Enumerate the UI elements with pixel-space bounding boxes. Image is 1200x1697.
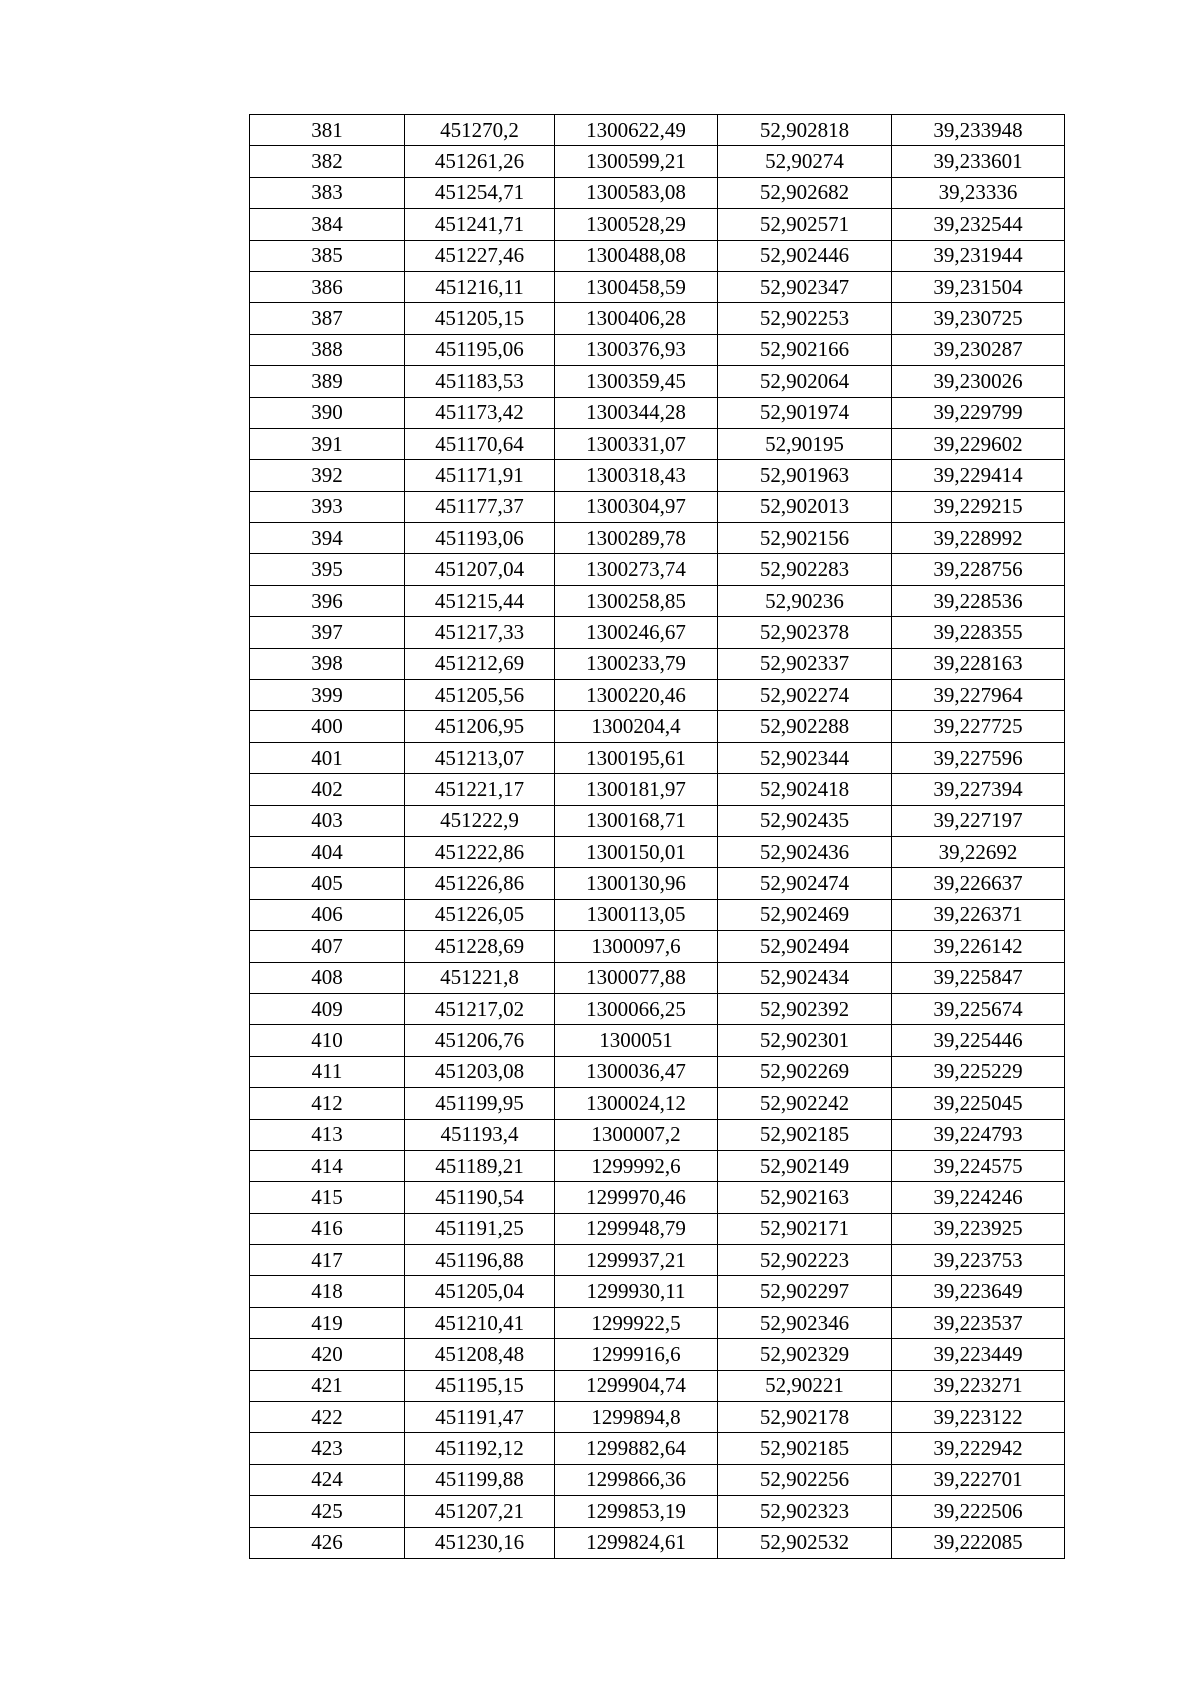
point-number-cell: 382 (250, 146, 405, 177)
x-coordinate-cell: 451208,48 (405, 1339, 555, 1370)
x-coordinate-cell: 451193,4 (405, 1119, 555, 1150)
table-row (250, 931, 1065, 962)
table-row (250, 868, 1065, 899)
table-row (250, 428, 1065, 459)
latitude-cell: 52,902571 (718, 209, 892, 240)
y-coordinate-cell: 1300066,25 (555, 993, 718, 1024)
table-row (250, 366, 1065, 397)
point-number-cell: 413 (250, 1119, 405, 1150)
longitude-cell: 39,228992 (892, 523, 1065, 554)
table-row (250, 523, 1065, 554)
table-row (250, 115, 1065, 146)
y-coordinate-cell: 1299882,64 (555, 1433, 718, 1464)
longitude-cell: 39,223271 (892, 1370, 1065, 1401)
y-coordinate-cell: 1300097,6 (555, 931, 718, 962)
point-number-cell: 421 (250, 1370, 405, 1401)
table-row (250, 1496, 1065, 1527)
table-row (250, 648, 1065, 679)
latitude-cell: 52,902166 (718, 334, 892, 365)
y-coordinate-cell: 1300051 (555, 1025, 718, 1056)
point-number-cell: 402 (250, 774, 405, 805)
latitude-cell: 52,902436 (718, 836, 892, 867)
longitude-cell: 39,229602 (892, 428, 1065, 459)
longitude-cell: 39,223537 (892, 1307, 1065, 1338)
table-row (250, 1150, 1065, 1181)
y-coordinate-cell: 1300273,74 (555, 554, 718, 585)
coordinates-table (249, 114, 1065, 1559)
y-coordinate-cell: 1300622,49 (555, 115, 718, 146)
longitude-cell: 39,226142 (892, 931, 1065, 962)
table-row (250, 334, 1065, 365)
x-coordinate-cell: 451215,44 (405, 585, 555, 616)
table-row (250, 1370, 1065, 1401)
y-coordinate-cell: 1300528,29 (555, 209, 718, 240)
table-row (250, 617, 1065, 648)
point-number-cell: 406 (250, 899, 405, 930)
y-coordinate-cell: 1299853,19 (555, 1496, 718, 1527)
y-coordinate-cell: 1299937,21 (555, 1245, 718, 1276)
point-number-cell: 384 (250, 209, 405, 240)
x-coordinate-cell: 451191,25 (405, 1213, 555, 1244)
latitude-cell: 52,902347 (718, 271, 892, 302)
latitude-cell: 52,902297 (718, 1276, 892, 1307)
x-coordinate-cell: 451199,88 (405, 1464, 555, 1495)
latitude-cell: 52,901974 (718, 397, 892, 428)
x-coordinate-cell: 451270,2 (405, 115, 555, 146)
x-coordinate-cell: 451171,91 (405, 460, 555, 491)
x-coordinate-cell: 451222,86 (405, 836, 555, 867)
x-coordinate-cell: 451206,95 (405, 711, 555, 742)
point-number-cell: 417 (250, 1245, 405, 1276)
longitude-cell: 39,226637 (892, 868, 1065, 899)
y-coordinate-cell: 1299992,6 (555, 1150, 718, 1181)
table-row (250, 1433, 1065, 1464)
latitude-cell: 52,902283 (718, 554, 892, 585)
longitude-cell: 39,222085 (892, 1527, 1065, 1558)
point-number-cell: 389 (250, 366, 405, 397)
y-coordinate-cell: 1300488,08 (555, 240, 718, 271)
table-row (250, 1464, 1065, 1495)
x-coordinate-cell: 451196,88 (405, 1245, 555, 1276)
longitude-cell: 39,222701 (892, 1464, 1065, 1495)
latitude-cell: 52,902253 (718, 303, 892, 334)
latitude-cell: 52,902171 (718, 1213, 892, 1244)
table-row (250, 680, 1065, 711)
latitude-cell: 52,90221 (718, 1370, 892, 1401)
table-row (250, 271, 1065, 302)
point-number-cell: 394 (250, 523, 405, 554)
point-number-cell: 392 (250, 460, 405, 491)
latitude-cell: 52,901963 (718, 460, 892, 491)
y-coordinate-cell: 1300583,08 (555, 177, 718, 208)
x-coordinate-cell: 451183,53 (405, 366, 555, 397)
point-number-cell: 423 (250, 1433, 405, 1464)
y-coordinate-cell: 1300304,97 (555, 491, 718, 522)
y-coordinate-cell: 1300331,07 (555, 428, 718, 459)
latitude-cell: 52,902494 (718, 931, 892, 962)
table-row (250, 1276, 1065, 1307)
latitude-cell: 52,902013 (718, 491, 892, 522)
table-row (250, 303, 1065, 334)
x-coordinate-cell: 451195,15 (405, 1370, 555, 1401)
latitude-cell: 52,902446 (718, 240, 892, 271)
point-number-cell: 397 (250, 617, 405, 648)
x-coordinate-cell: 451228,69 (405, 931, 555, 962)
y-coordinate-cell: 1299866,36 (555, 1464, 718, 1495)
point-number-cell: 383 (250, 177, 405, 208)
y-coordinate-cell: 1299894,8 (555, 1402, 718, 1433)
y-coordinate-cell: 1300289,78 (555, 523, 718, 554)
y-coordinate-cell: 1299916,6 (555, 1339, 718, 1370)
latitude-cell: 52,902329 (718, 1339, 892, 1370)
y-coordinate-cell: 1300130,96 (555, 868, 718, 899)
longitude-cell: 39,223925 (892, 1213, 1065, 1244)
table-row (250, 899, 1065, 930)
point-number-cell: 415 (250, 1182, 405, 1213)
y-coordinate-cell: 1299930,11 (555, 1276, 718, 1307)
longitude-cell: 39,223649 (892, 1276, 1065, 1307)
table-row (250, 491, 1065, 522)
point-number-cell: 404 (250, 836, 405, 867)
point-number-cell: 396 (250, 585, 405, 616)
x-coordinate-cell: 451195,06 (405, 334, 555, 365)
point-number-cell: 391 (250, 428, 405, 459)
y-coordinate-cell: 1300150,01 (555, 836, 718, 867)
table-row (250, 1527, 1065, 1558)
longitude-cell: 39,233601 (892, 146, 1065, 177)
point-number-cell: 393 (250, 491, 405, 522)
y-coordinate-cell: 1300024,12 (555, 1088, 718, 1119)
latitude-cell: 52,902163 (718, 1182, 892, 1213)
x-coordinate-cell: 451206,76 (405, 1025, 555, 1056)
point-number-cell: 405 (250, 868, 405, 899)
latitude-cell: 52,902185 (718, 1119, 892, 1150)
y-coordinate-cell: 1300246,67 (555, 617, 718, 648)
y-coordinate-cell: 1300359,45 (555, 366, 718, 397)
point-number-cell: 416 (250, 1213, 405, 1244)
latitude-cell: 52,902185 (718, 1433, 892, 1464)
latitude-cell: 52,90195 (718, 428, 892, 459)
table-row (250, 1339, 1065, 1370)
longitude-cell: 39,228536 (892, 585, 1065, 616)
point-number-cell: 419 (250, 1307, 405, 1338)
longitude-cell: 39,225446 (892, 1025, 1065, 1056)
x-coordinate-cell: 451207,21 (405, 1496, 555, 1527)
table-row (250, 1213, 1065, 1244)
table-row (250, 1088, 1065, 1119)
point-number-cell: 418 (250, 1276, 405, 1307)
latitude-cell: 52,902344 (718, 742, 892, 773)
x-coordinate-cell: 451210,41 (405, 1307, 555, 1338)
y-coordinate-cell: 1300458,59 (555, 271, 718, 302)
table-row (250, 1307, 1065, 1338)
longitude-cell: 39,225674 (892, 993, 1065, 1024)
table-row (250, 177, 1065, 208)
table-row (250, 993, 1065, 1024)
table-row (250, 962, 1065, 993)
table-row (250, 1245, 1065, 1276)
table-row (250, 805, 1065, 836)
x-coordinate-cell: 451241,71 (405, 209, 555, 240)
longitude-cell: 39,230287 (892, 334, 1065, 365)
table-row (250, 742, 1065, 773)
x-coordinate-cell: 451191,47 (405, 1402, 555, 1433)
latitude-cell: 52,902435 (718, 805, 892, 836)
y-coordinate-cell: 1300204,4 (555, 711, 718, 742)
y-coordinate-cell: 1300077,88 (555, 962, 718, 993)
point-number-cell: 385 (250, 240, 405, 271)
x-coordinate-cell: 451221,17 (405, 774, 555, 805)
table-row (250, 1402, 1065, 1433)
point-number-cell: 414 (250, 1150, 405, 1181)
longitude-cell: 39,228355 (892, 617, 1065, 648)
x-coordinate-cell: 451207,04 (405, 554, 555, 585)
y-coordinate-cell: 1300599,21 (555, 146, 718, 177)
x-coordinate-cell: 451190,54 (405, 1182, 555, 1213)
point-number-cell: 398 (250, 648, 405, 679)
latitude-cell: 52,902242 (718, 1088, 892, 1119)
point-number-cell: 426 (250, 1527, 405, 1558)
longitude-cell: 39,226371 (892, 899, 1065, 930)
y-coordinate-cell: 1299922,5 (555, 1307, 718, 1338)
point-number-cell: 388 (250, 334, 405, 365)
x-coordinate-cell: 451217,02 (405, 993, 555, 1024)
point-number-cell: 407 (250, 931, 405, 962)
point-number-cell: 400 (250, 711, 405, 742)
point-number-cell: 403 (250, 805, 405, 836)
y-coordinate-cell: 1300036,47 (555, 1056, 718, 1087)
longitude-cell: 39,228163 (892, 648, 1065, 679)
y-coordinate-cell: 1300220,46 (555, 680, 718, 711)
x-coordinate-cell: 451205,15 (405, 303, 555, 334)
table-row (250, 1056, 1065, 1087)
y-coordinate-cell: 1300113,05 (555, 899, 718, 930)
latitude-cell: 52,902223 (718, 1245, 892, 1276)
x-coordinate-cell: 451230,16 (405, 1527, 555, 1558)
point-number-cell: 412 (250, 1088, 405, 1119)
longitude-cell: 39,227725 (892, 711, 1065, 742)
longitude-cell: 39,222506 (892, 1496, 1065, 1527)
table-row (250, 397, 1065, 428)
latitude-cell: 52,902256 (718, 1464, 892, 1495)
longitude-cell: 39,230725 (892, 303, 1065, 334)
y-coordinate-cell: 1300181,97 (555, 774, 718, 805)
latitude-cell: 52,902532 (718, 1527, 892, 1558)
longitude-cell: 39,22692 (892, 836, 1065, 867)
y-coordinate-cell: 1299904,74 (555, 1370, 718, 1401)
latitude-cell: 52,902149 (718, 1150, 892, 1181)
longitude-cell: 39,23336 (892, 177, 1065, 208)
latitude-cell: 52,902064 (718, 366, 892, 397)
latitude-cell: 52,902434 (718, 962, 892, 993)
longitude-cell: 39,225229 (892, 1056, 1065, 1087)
point-number-cell: 420 (250, 1339, 405, 1370)
latitude-cell: 52,902682 (718, 177, 892, 208)
x-coordinate-cell: 451227,46 (405, 240, 555, 271)
x-coordinate-cell: 451193,06 (405, 523, 555, 554)
longitude-cell: 39,227394 (892, 774, 1065, 805)
longitude-cell: 39,225847 (892, 962, 1065, 993)
point-number-cell: 409 (250, 993, 405, 1024)
point-number-cell: 399 (250, 680, 405, 711)
y-coordinate-cell: 1300195,61 (555, 742, 718, 773)
longitude-cell: 39,232544 (892, 209, 1065, 240)
latitude-cell: 52,902156 (718, 523, 892, 554)
longitude-cell: 39,224575 (892, 1150, 1065, 1181)
y-coordinate-cell: 1300258,85 (555, 585, 718, 616)
latitude-cell: 52,902178 (718, 1402, 892, 1433)
x-coordinate-cell: 451205,04 (405, 1276, 555, 1307)
point-number-cell: 411 (250, 1056, 405, 1087)
latitude-cell: 52,902392 (718, 993, 892, 1024)
point-number-cell: 425 (250, 1496, 405, 1527)
table-row (250, 711, 1065, 742)
y-coordinate-cell: 1300168,71 (555, 805, 718, 836)
point-number-cell: 381 (250, 115, 405, 146)
table-row (250, 1025, 1065, 1056)
latitude-cell: 52,902378 (718, 617, 892, 648)
x-coordinate-cell: 451222,9 (405, 805, 555, 836)
table-row (250, 1119, 1065, 1150)
y-coordinate-cell: 1300233,79 (555, 648, 718, 679)
latitude-cell: 52,902323 (718, 1496, 892, 1527)
longitude-cell: 39,224246 (892, 1182, 1065, 1213)
table-row (250, 554, 1065, 585)
latitude-cell: 52,902337 (718, 648, 892, 679)
point-number-cell: 390 (250, 397, 405, 428)
latitude-cell: 52,902301 (718, 1025, 892, 1056)
point-number-cell: 401 (250, 742, 405, 773)
longitude-cell: 39,222942 (892, 1433, 1065, 1464)
x-coordinate-cell: 451203,08 (405, 1056, 555, 1087)
table-row (250, 774, 1065, 805)
longitude-cell: 39,224793 (892, 1119, 1065, 1150)
x-coordinate-cell: 451226,05 (405, 899, 555, 930)
y-coordinate-cell: 1300318,43 (555, 460, 718, 491)
latitude-cell: 52,902818 (718, 115, 892, 146)
y-coordinate-cell: 1300406,28 (555, 303, 718, 334)
longitude-cell: 39,225045 (892, 1088, 1065, 1119)
latitude-cell: 52,902274 (718, 680, 892, 711)
longitude-cell: 39,229215 (892, 491, 1065, 522)
longitude-cell: 39,231944 (892, 240, 1065, 271)
y-coordinate-cell: 1299824,61 (555, 1527, 718, 1558)
longitude-cell: 39,227197 (892, 805, 1065, 836)
longitude-cell: 39,229414 (892, 460, 1065, 491)
x-coordinate-cell: 451212,69 (405, 648, 555, 679)
longitude-cell: 39,231504 (892, 271, 1065, 302)
longitude-cell: 39,227964 (892, 680, 1065, 711)
table-row (250, 209, 1065, 240)
table-row (250, 146, 1065, 177)
latitude-cell: 52,902288 (718, 711, 892, 742)
longitude-cell: 39,223122 (892, 1402, 1065, 1433)
latitude-cell: 52,902474 (718, 868, 892, 899)
point-number-cell: 408 (250, 962, 405, 993)
x-coordinate-cell: 451254,71 (405, 177, 555, 208)
x-coordinate-cell: 451261,26 (405, 146, 555, 177)
y-coordinate-cell: 1299970,46 (555, 1182, 718, 1213)
longitude-cell: 39,223449 (892, 1339, 1065, 1370)
y-coordinate-cell: 1300007,2 (555, 1119, 718, 1150)
x-coordinate-cell: 451177,37 (405, 491, 555, 522)
x-coordinate-cell: 451217,33 (405, 617, 555, 648)
table-row (250, 240, 1065, 271)
x-coordinate-cell: 451173,42 (405, 397, 555, 428)
longitude-cell: 39,230026 (892, 366, 1065, 397)
longitude-cell: 39,227596 (892, 742, 1065, 773)
y-coordinate-cell: 1300376,93 (555, 334, 718, 365)
latitude-cell: 52,90274 (718, 146, 892, 177)
longitude-cell: 39,223753 (892, 1245, 1065, 1276)
table-row (250, 460, 1065, 491)
x-coordinate-cell: 451213,07 (405, 742, 555, 773)
latitude-cell: 52,902418 (718, 774, 892, 805)
x-coordinate-cell: 451189,21 (405, 1150, 555, 1181)
x-coordinate-cell: 451221,8 (405, 962, 555, 993)
y-coordinate-cell: 1299948,79 (555, 1213, 718, 1244)
x-coordinate-cell: 451192,12 (405, 1433, 555, 1464)
point-number-cell: 395 (250, 554, 405, 585)
longitude-cell: 39,233948 (892, 115, 1065, 146)
x-coordinate-cell: 451199,95 (405, 1088, 555, 1119)
x-coordinate-cell: 451226,86 (405, 868, 555, 899)
point-number-cell: 386 (250, 271, 405, 302)
latitude-cell: 52,902269 (718, 1056, 892, 1087)
point-number-cell: 387 (250, 303, 405, 334)
table-row (250, 1182, 1065, 1213)
latitude-cell: 52,902469 (718, 899, 892, 930)
latitude-cell: 52,90236 (718, 585, 892, 616)
y-coordinate-cell: 1300344,28 (555, 397, 718, 428)
point-number-cell: 424 (250, 1464, 405, 1495)
x-coordinate-cell: 451170,64 (405, 428, 555, 459)
x-coordinate-cell: 451205,56 (405, 680, 555, 711)
table-row (250, 836, 1065, 867)
latitude-cell: 52,902346 (718, 1307, 892, 1338)
longitude-cell: 39,228756 (892, 554, 1065, 585)
point-number-cell: 422 (250, 1402, 405, 1433)
table-row (250, 585, 1065, 616)
coordinates-table-body (250, 115, 1065, 1559)
point-number-cell: 410 (250, 1025, 405, 1056)
longitude-cell: 39,229799 (892, 397, 1065, 428)
x-coordinate-cell: 451216,11 (405, 271, 555, 302)
